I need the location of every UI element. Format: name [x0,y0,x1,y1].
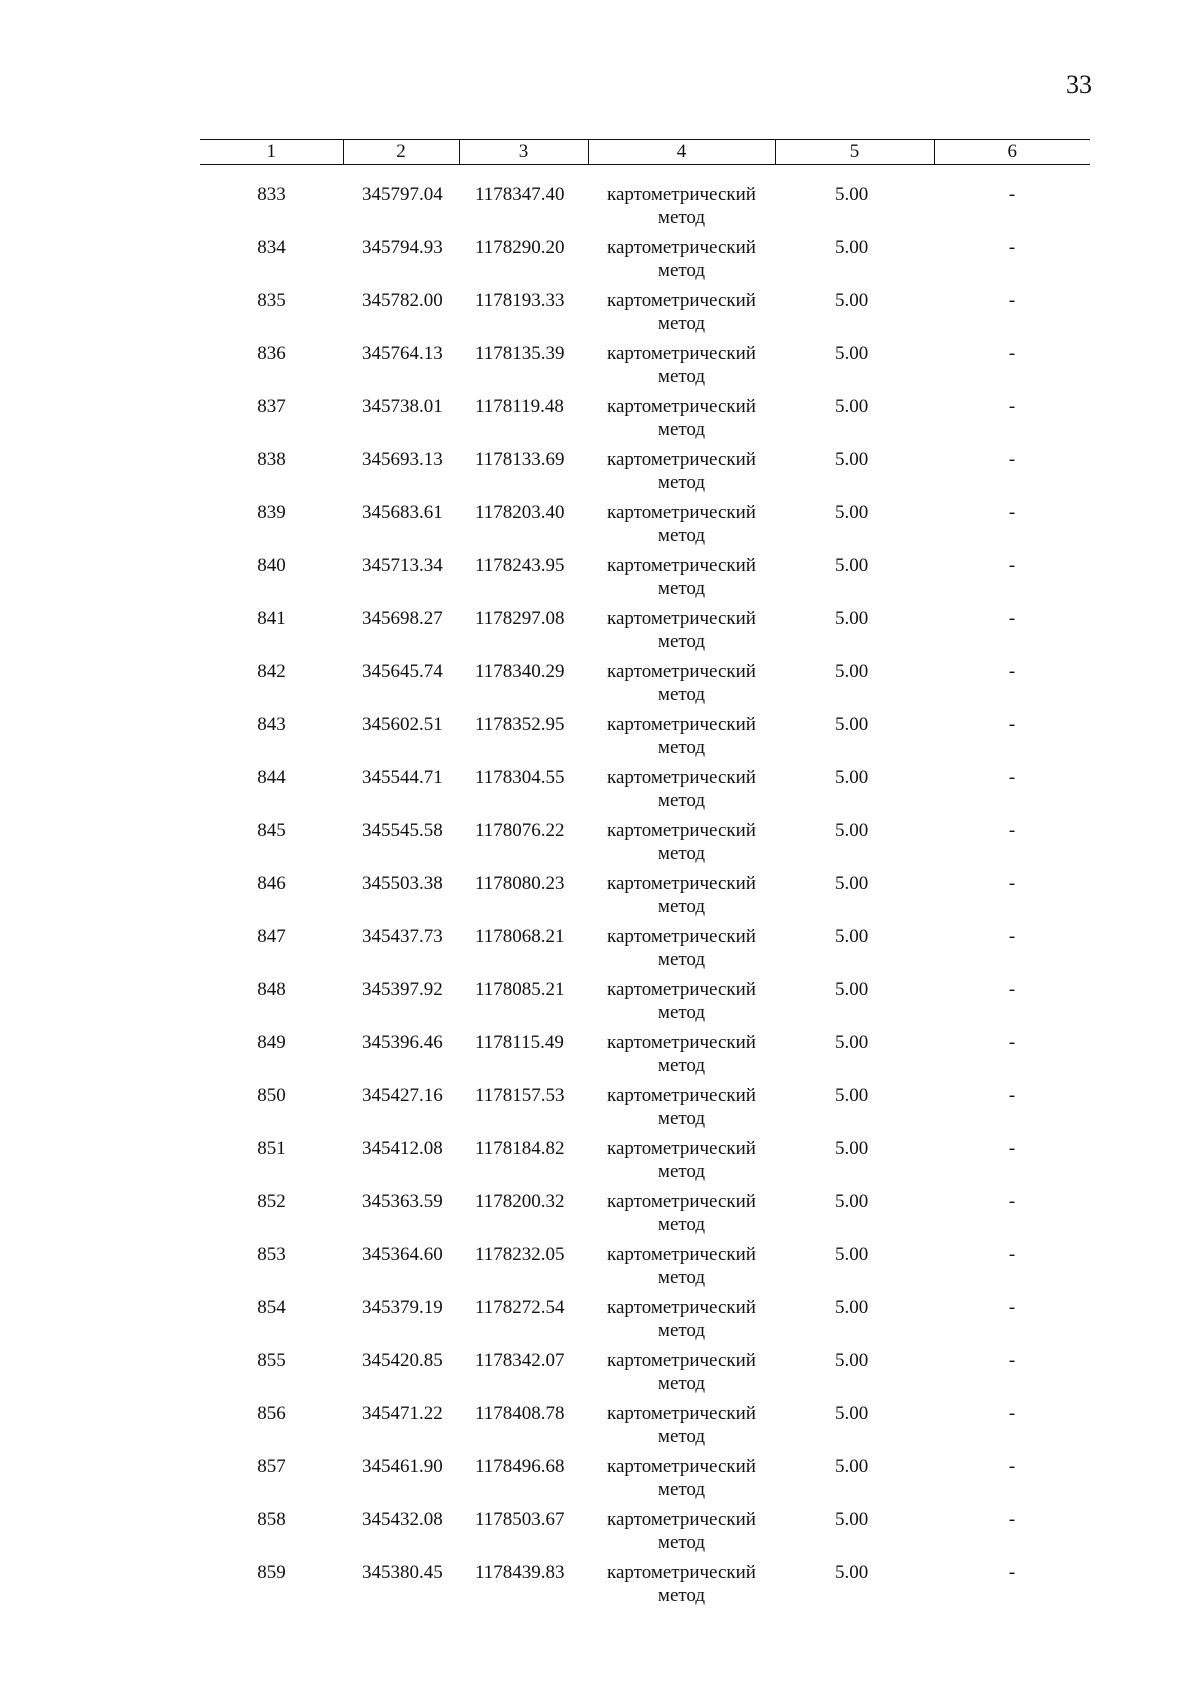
method-cell: картометрический метод [607,1191,756,1235]
point-number-cell: 838 [257,449,286,470]
x-coordinate-cell: 345437.73 [362,926,443,947]
x-coordinate-cell: 345363.59 [362,1191,443,1212]
y-coordinate-cell: 1178085.21 [475,979,565,1000]
accuracy-cell: 5.00 [835,608,869,629]
table-row [200,1243,1090,1296]
note-cell: - [1008,1032,1016,1053]
x-coordinate-cell: 345420.85 [362,1350,443,1371]
accuracy-cell: 5.00 [835,1085,869,1106]
column-header: 3 [459,140,588,165]
point-number-cell: 845 [257,820,286,841]
y-coordinate-cell: 1178076.22 [475,820,565,841]
point-number-cell: 855 [257,1350,286,1371]
accuracy-cell: 5.00 [835,290,869,311]
method-cell: картометрический метод [607,1085,756,1129]
point-number-cell: 848 [257,979,286,1000]
point-number-cell: 837 [257,396,286,417]
y-coordinate-cell: 1178135.39 [475,343,565,364]
y-coordinate-cell: 1178503.67 [475,1509,565,1530]
table-row [200,1137,1090,1190]
accuracy-cell: 5.00 [835,396,869,417]
column-header: 5 [775,140,934,165]
point-number-cell: 844 [257,767,286,788]
note-cell: - [1008,1297,1016,1318]
x-coordinate-cell: 345461.90 [362,1456,443,1477]
table-row [200,1402,1090,1455]
note-cell: - [1008,820,1016,841]
accuracy-cell: 5.00 [835,1297,869,1318]
x-coordinate-cell: 345364.60 [362,1244,443,1265]
y-coordinate-cell: 1178243.95 [475,555,565,576]
note-cell: - [1008,608,1016,629]
x-coordinate-cell: 345713.34 [362,555,443,576]
x-coordinate-cell: 345683.61 [362,502,443,523]
note-cell: - [1008,1350,1016,1371]
y-coordinate-cell: 1178157.53 [475,1085,565,1106]
accuracy-cell: 5.00 [835,1456,869,1477]
y-coordinate-cell: 1178297.08 [475,608,565,629]
point-number-cell: 836 [257,343,286,364]
x-coordinate-cell: 345427.16 [362,1085,443,1106]
note-cell: - [1008,1403,1016,1424]
table-row [200,1084,1090,1137]
accuracy-cell: 5.00 [835,1032,869,1053]
note-cell: - [1008,343,1016,364]
point-number-cell: 852 [257,1191,286,1212]
note-cell: - [1008,979,1016,1000]
method-cell: картометрический метод [607,1297,756,1341]
point-number-cell: 843 [257,714,286,735]
method-cell: картометрический метод [607,661,756,705]
y-coordinate-cell: 1178115.49 [475,1032,564,1053]
table-row [200,872,1090,925]
page-number: 33 [1066,70,1092,99]
method-cell: картометрический метод [607,1456,756,1500]
note-cell: - [1008,396,1016,417]
method-cell: картометрический метод [607,1562,756,1606]
point-number-cell: 853 [257,1244,286,1265]
x-coordinate-cell: 345544.71 [362,767,443,788]
table-row [200,236,1090,289]
point-number-cell: 833 [257,184,286,205]
table-row [200,1561,1090,1614]
method-cell: картометрический метод [607,396,756,440]
method-cell: картометрический метод [607,926,756,970]
coordinates-table [200,139,1090,1614]
note-cell: - [1008,1456,1016,1477]
column-header: 2 [343,140,459,165]
accuracy-cell: 5.00 [835,873,869,894]
accuracy-cell: 5.00 [835,1138,869,1159]
accuracy-cell: 5.00 [835,1350,869,1371]
x-coordinate-cell: 345432.08 [362,1509,443,1530]
y-coordinate-cell: 1178352.95 [475,714,565,735]
x-coordinate-cell: 345645.74 [362,661,443,682]
method-cell: картометрический метод [607,449,756,493]
table-row [200,978,1090,1031]
y-coordinate-cell: 1178068.21 [475,926,565,947]
point-number-cell: 854 [257,1297,286,1318]
y-coordinate-cell: 1178340.29 [475,661,565,682]
y-coordinate-cell: 1178347.40 [475,184,565,205]
y-coordinate-cell: 1178342.07 [475,1350,565,1371]
method-cell: картометрический метод [607,1509,756,1553]
y-coordinate-cell: 1178272.54 [475,1297,565,1318]
table-row [200,766,1090,819]
x-coordinate-cell: 345380.45 [362,1562,443,1583]
accuracy-cell: 5.00 [835,449,869,470]
note-cell: - [1008,184,1016,205]
x-coordinate-cell: 345412.08 [362,1138,443,1159]
y-coordinate-cell: 1178304.55 [475,767,565,788]
note-cell: - [1008,1191,1016,1212]
method-cell: картометрический метод [607,979,756,1023]
accuracy-cell: 5.00 [835,926,869,947]
y-coordinate-cell: 1178133.69 [475,449,565,470]
method-cell: картометрический метод [607,343,756,387]
note-cell: - [1008,1509,1016,1530]
method-cell: картометрический метод [607,1244,756,1288]
x-coordinate-cell: 345396.46 [362,1032,443,1053]
note-cell: - [1008,502,1016,523]
point-number-cell: 856 [257,1403,286,1424]
point-number-cell: 859 [257,1562,286,1583]
accuracy-cell: 5.00 [835,502,869,523]
table-header-row [200,140,1090,165]
y-coordinate-cell: 1178408.78 [475,1403,565,1424]
method-cell: картометрический метод [607,820,756,864]
method-cell: картометрический метод [607,1403,756,1447]
method-cell: картометрический метод [607,873,756,917]
accuracy-cell: 5.00 [835,1509,869,1530]
accuracy-cell: 5.00 [835,820,869,841]
point-number-cell: 835 [257,290,286,311]
note-cell: - [1008,926,1016,947]
method-cell: картометрический метод [607,1032,756,1076]
note-cell: - [1008,237,1016,258]
x-coordinate-cell: 345471.22 [362,1403,443,1424]
accuracy-cell: 5.00 [835,661,869,682]
accuracy-cell: 5.00 [835,979,869,1000]
y-coordinate-cell: 1178119.48 [475,396,564,417]
y-coordinate-cell: 1178200.32 [475,1191,565,1212]
method-cell: картометрический метод [607,502,756,546]
table-row [200,660,1090,713]
accuracy-cell: 5.00 [835,343,869,364]
point-number-cell: 849 [257,1032,286,1053]
y-coordinate-cell: 1178203.40 [475,502,565,523]
x-coordinate-cell: 345379.19 [362,1297,443,1318]
accuracy-cell: 5.00 [835,1244,869,1265]
x-coordinate-cell: 345794.93 [362,237,443,258]
accuracy-cell: 5.00 [835,184,869,205]
point-number-cell: 847 [257,926,286,947]
table-row [200,1455,1090,1508]
table-row [200,819,1090,872]
note-cell: - [1008,1562,1016,1583]
accuracy-cell: 5.00 [835,714,869,735]
note-cell: - [1008,767,1016,788]
note-cell: - [1008,661,1016,682]
x-coordinate-cell: 345602.51 [362,714,443,735]
column-header: 1 [200,140,343,165]
table-row [200,925,1090,978]
method-cell: картометрический метод [607,290,756,334]
note-cell: - [1008,290,1016,311]
point-number-cell: 840 [257,555,286,576]
point-number-cell: 851 [257,1138,286,1159]
table-row [200,289,1090,342]
method-cell: картометрический метод [607,184,756,228]
method-cell: картометрический метод [607,608,756,652]
point-number-cell: 850 [257,1085,286,1106]
note-cell: - [1008,449,1016,470]
note-cell: - [1008,1085,1016,1106]
point-number-cell: 857 [257,1456,286,1477]
x-coordinate-cell: 345764.13 [362,343,443,364]
point-number-cell: 842 [257,661,286,682]
x-coordinate-cell: 345545.58 [362,820,443,841]
note-cell: - [1008,1138,1016,1159]
table-row [200,448,1090,501]
table-row [200,554,1090,607]
method-cell: картометрический метод [607,767,756,811]
accuracy-cell: 5.00 [835,237,869,258]
y-coordinate-cell: 1178080.23 [475,873,565,894]
table-row [200,1296,1090,1349]
table-row [200,1190,1090,1243]
point-number-cell: 858 [257,1509,286,1530]
table-row [200,501,1090,554]
note-cell: - [1008,1244,1016,1265]
y-coordinate-cell: 1178496.68 [475,1456,565,1477]
table-row [200,1031,1090,1084]
x-coordinate-cell: 345782.00 [362,290,443,311]
x-coordinate-cell: 345698.27 [362,608,443,629]
y-coordinate-cell: 1178184.82 [475,1138,565,1159]
point-number-cell: 841 [257,608,286,629]
x-coordinate-cell: 345503.38 [362,873,443,894]
point-number-cell: 846 [257,873,286,894]
accuracy-cell: 5.00 [835,555,869,576]
method-cell: картометрический метод [607,237,756,281]
table-row [200,342,1090,395]
point-number-cell: 839 [257,502,286,523]
accuracy-cell: 5.00 [835,1403,869,1424]
table-row [200,713,1090,766]
method-cell: картометрический метод [607,555,756,599]
column-header: 6 [934,140,1090,165]
x-coordinate-cell: 345797.04 [362,184,443,205]
x-coordinate-cell: 345738.01 [362,396,443,417]
method-cell: картометрический метод [607,1350,756,1394]
table-row [200,165,1090,237]
y-coordinate-cell: 1178193.33 [475,290,565,311]
note-cell: - [1008,873,1016,894]
y-coordinate-cell: 1178439.83 [475,1562,565,1583]
method-cell: картометрический метод [607,714,756,758]
x-coordinate-cell: 345397.92 [362,979,443,1000]
table-body [200,165,1090,1615]
y-coordinate-cell: 1178232.05 [475,1244,565,1265]
column-header: 4 [588,140,775,165]
note-cell: - [1008,714,1016,735]
accuracy-cell: 5.00 [835,1191,869,1212]
x-coordinate-cell: 345693.13 [362,449,443,470]
table-row [200,1508,1090,1561]
note-cell: - [1008,555,1016,576]
accuracy-cell: 5.00 [835,1562,869,1583]
table-row [200,395,1090,448]
point-number-cell: 834 [257,237,286,258]
y-coordinate-cell: 1178290.20 [475,237,565,258]
method-cell: картометрический метод [607,1138,756,1182]
table-row [200,1349,1090,1402]
table-row [200,607,1090,660]
accuracy-cell: 5.00 [835,767,869,788]
